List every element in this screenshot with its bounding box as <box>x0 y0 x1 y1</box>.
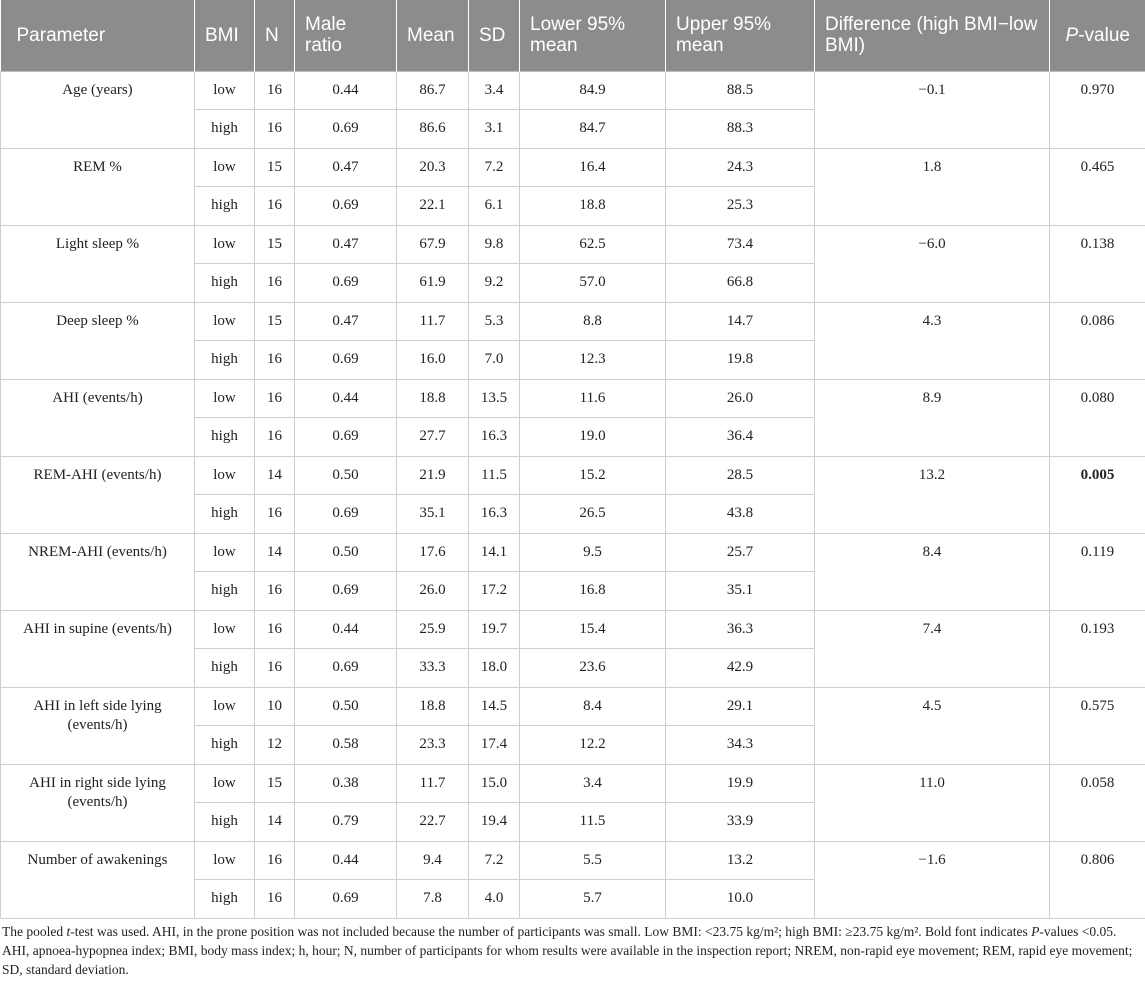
bmi-cell: high <box>195 495 255 534</box>
mean-cell: 18.8 <box>397 687 469 726</box>
bmi-cell: low <box>195 302 255 341</box>
lower-95-cell: 19.0 <box>520 418 666 457</box>
lower-95-cell: 57.0 <box>520 264 666 303</box>
table-row <box>1 764 1145 803</box>
parameter-cell: Deep sleep % <box>1 302 195 379</box>
mean-cell: 22.1 <box>397 187 469 226</box>
bmi-cell: high <box>195 803 255 842</box>
p-value-cell: 0.058 <box>1050 764 1145 841</box>
upper-95-cell: 13.2 <box>666 841 815 880</box>
sd-cell: 15.0 <box>469 764 520 803</box>
upper-95-cell: 19.9 <box>666 764 815 803</box>
n-cell: 16 <box>255 841 295 880</box>
upper-95-cell: 19.8 <box>666 341 815 380</box>
lower-95-cell: 11.5 <box>520 803 666 842</box>
male-ratio-cell: 0.69 <box>295 264 397 303</box>
male-ratio-cell: 0.44 <box>295 379 397 418</box>
mean-cell: 26.0 <box>397 572 469 611</box>
male-ratio-cell: 0.69 <box>295 649 397 688</box>
n-cell: 16 <box>255 264 295 303</box>
sd-cell: 5.3 <box>469 302 520 341</box>
upper-95-cell: 33.9 <box>666 803 815 842</box>
bmi-cell: high <box>195 880 255 919</box>
p-value-cell: 0.465 <box>1050 148 1145 225</box>
mean-cell: 27.7 <box>397 418 469 457</box>
bmi-cell: high <box>195 572 255 611</box>
mean-cell: 22.7 <box>397 803 469 842</box>
upper-95-cell: 10.0 <box>666 880 815 919</box>
header-male-ratio: Male ratio <box>295 0 397 71</box>
bmi-cell: low <box>195 687 255 726</box>
upper-95-cell: 88.3 <box>666 110 815 149</box>
mean-cell: 11.7 <box>397 302 469 341</box>
mean-cell: 7.8 <box>397 880 469 919</box>
p-value-cell: 0.970 <box>1050 71 1145 148</box>
upper-95-cell: 88.5 <box>666 71 815 110</box>
difference-cell: −0.1 <box>815 71 1050 148</box>
mean-cell: 20.3 <box>397 148 469 187</box>
footnote-text: The pooled <box>2 924 67 939</box>
upper-95-cell: 14.7 <box>666 302 815 341</box>
male-ratio-cell: 0.58 <box>295 726 397 765</box>
male-ratio-cell: 0.69 <box>295 572 397 611</box>
n-cell: 12 <box>255 726 295 765</box>
sd-cell: 9.2 <box>469 264 520 303</box>
n-cell: 16 <box>255 649 295 688</box>
difference-cell: −6.0 <box>815 225 1050 302</box>
male-ratio-cell: 0.47 <box>295 225 397 264</box>
bmi-cell: high <box>195 649 255 688</box>
mean-cell: 25.9 <box>397 610 469 649</box>
mean-cell: 16.0 <box>397 341 469 380</box>
p-value-cell: 0.575 <box>1050 687 1145 764</box>
header-row <box>1 0 1145 71</box>
parameter-cell: Light sleep % <box>1 225 195 302</box>
sd-cell: 9.8 <box>469 225 520 264</box>
lower-95-cell: 15.4 <box>520 610 666 649</box>
sd-cell: 18.0 <box>469 649 520 688</box>
header-lower-95-mean: Lower 95% mean <box>520 0 666 71</box>
lower-95-cell: 8.8 <box>520 302 666 341</box>
header-p-value <box>1050 0 1145 71</box>
male-ratio-cell: 0.44 <box>295 610 397 649</box>
upper-95-cell: 36.3 <box>666 610 815 649</box>
parameter-cell: AHI in left side lying (events/h) <box>1 687 195 764</box>
difference-cell: 7.4 <box>815 610 1050 687</box>
male-ratio-cell: 0.50 <box>295 687 397 726</box>
bmi-cell: low <box>195 148 255 187</box>
mean-cell: 17.6 <box>397 533 469 572</box>
male-ratio-cell: 0.79 <box>295 803 397 842</box>
header-difference: Difference (high BMI−low BMI) <box>815 0 1050 71</box>
bmi-cell: low <box>195 764 255 803</box>
sd-cell: 7.2 <box>469 841 520 880</box>
upper-95-cell: 43.8 <box>666 495 815 534</box>
lower-95-cell: 12.2 <box>520 726 666 765</box>
n-cell: 16 <box>255 495 295 534</box>
footnote-italic-t: t <box>66 924 71 939</box>
mean-cell: 11.7 <box>397 764 469 803</box>
bmi-cell: low <box>195 533 255 572</box>
sd-cell: 19.7 <box>469 610 520 649</box>
male-ratio-cell: 0.69 <box>295 341 397 380</box>
n-cell: 16 <box>255 187 295 226</box>
table-row <box>1 687 1145 726</box>
bmi-cell: high <box>195 726 255 765</box>
upper-95-cell: 34.3 <box>666 726 815 765</box>
table-row <box>1 302 1145 341</box>
n-cell: 16 <box>255 572 295 611</box>
mean-cell: 86.7 <box>397 71 469 110</box>
lower-95-cell: 26.5 <box>520 495 666 534</box>
lower-95-cell: 11.6 <box>520 379 666 418</box>
p-value-cell: 0.193 <box>1050 610 1145 687</box>
p-value-cell: 0.806 <box>1050 841 1145 918</box>
parameter-cell: AHI in right side lying (events/h) <box>1 764 195 841</box>
table-header <box>1 0 1145 71</box>
male-ratio-cell: 0.44 <box>295 71 397 110</box>
mean-cell: 61.9 <box>397 264 469 303</box>
parameter-cell: Age (years) <box>1 71 195 148</box>
lower-95-cell: 84.7 <box>520 110 666 149</box>
upper-95-cell: 42.9 <box>666 649 815 688</box>
difference-cell: 13.2 <box>815 456 1050 533</box>
sd-cell: 13.5 <box>469 379 520 418</box>
n-cell: 16 <box>255 418 295 457</box>
sd-cell: 3.1 <box>469 110 520 149</box>
table-row <box>1 148 1145 187</box>
n-cell: 15 <box>255 764 295 803</box>
lower-95-cell: 8.4 <box>520 687 666 726</box>
p-value-cell: 0.119 <box>1050 533 1145 610</box>
upper-95-cell: 25.3 <box>666 187 815 226</box>
mean-cell: 86.6 <box>397 110 469 149</box>
mean-cell: 33.3 <box>397 649 469 688</box>
sd-cell: 3.4 <box>469 71 520 110</box>
difference-cell: −1.6 <box>815 841 1050 918</box>
upper-95-cell: 35.1 <box>666 572 815 611</box>
header-sd: SD <box>469 0 520 71</box>
upper-95-cell: 29.1 <box>666 687 815 726</box>
header-parameter: Parameter <box>1 0 195 71</box>
bmi-cell: high <box>195 341 255 380</box>
lower-95-cell: 84.9 <box>520 71 666 110</box>
sd-cell: 7.2 <box>469 148 520 187</box>
lower-95-cell: 15.2 <box>520 456 666 495</box>
bmi-cell: high <box>195 418 255 457</box>
lower-95-cell: 3.4 <box>520 764 666 803</box>
male-ratio-cell: 0.38 <box>295 764 397 803</box>
p-value-cell: 0.005 <box>1050 456 1145 533</box>
footnote-method <box>2 922 1140 941</box>
difference-cell: 8.4 <box>815 533 1050 610</box>
table-footnotes <box>2 922 1140 979</box>
table-row <box>1 841 1145 880</box>
mean-cell: 67.9 <box>397 225 469 264</box>
parameter-cell: AHI (events/h) <box>1 379 195 456</box>
lower-95-cell: 5.5 <box>520 841 666 880</box>
male-ratio-cell: 0.47 <box>295 302 397 341</box>
footnote-italic-p: P <box>1031 924 1040 939</box>
bmi-cell: low <box>195 456 255 495</box>
sd-cell: 17.2 <box>469 572 520 611</box>
bmi-cell: high <box>195 264 255 303</box>
n-cell: 10 <box>255 687 295 726</box>
lower-95-cell: 16.8 <box>520 572 666 611</box>
n-cell: 16 <box>255 341 295 380</box>
mean-cell: 35.1 <box>397 495 469 534</box>
header-mean: Mean <box>397 0 469 71</box>
lower-95-cell: 12.3 <box>520 341 666 380</box>
p-value-cell: 0.138 <box>1050 225 1145 302</box>
difference-cell: 4.5 <box>815 687 1050 764</box>
mean-cell: 23.3 <box>397 726 469 765</box>
male-ratio-cell: 0.50 <box>295 456 397 495</box>
bmi-cell: high <box>195 187 255 226</box>
difference-cell: 8.9 <box>815 379 1050 456</box>
upper-95-cell: 66.8 <box>666 264 815 303</box>
p-value-cell: 0.086 <box>1050 302 1145 379</box>
lower-95-cell: 62.5 <box>520 225 666 264</box>
male-ratio-cell: 0.50 <box>295 533 397 572</box>
parameter-cell: REM-AHI (events/h) <box>1 456 195 533</box>
bmi-cell: low <box>195 379 255 418</box>
header-p-rest: -value <box>1078 24 1130 46</box>
n-cell: 16 <box>255 880 295 919</box>
mean-cell: 21.9 <box>397 456 469 495</box>
footnote-text: -test was used. AHI, in the prone position was not included because the number of participants was small. Low BMI: <23.75 kg/m²; high BMI: ≥23.75 kg/m². Bold font indicates <box>70 924 1032 939</box>
upper-95-cell: 24.3 <box>666 148 815 187</box>
male-ratio-cell: 0.47 <box>295 148 397 187</box>
difference-cell: 4.3 <box>815 302 1050 379</box>
lower-95-cell: 9.5 <box>520 533 666 572</box>
table-row <box>1 379 1145 418</box>
table-row <box>1 225 1145 264</box>
footnote-text: -values <0.05. <box>1039 924 1117 939</box>
header-p-italic: P <box>1065 24 1079 46</box>
parameter-cell: Number of awakenings <box>1 841 195 918</box>
sd-cell: 14.5 <box>469 687 520 726</box>
male-ratio-cell: 0.69 <box>295 418 397 457</box>
male-ratio-cell: 0.44 <box>295 841 397 880</box>
male-ratio-cell: 0.69 <box>295 110 397 149</box>
table-row <box>1 71 1145 110</box>
n-cell: 16 <box>255 610 295 649</box>
parameter-cell: NREM-AHI (events/h) <box>1 533 195 610</box>
parameter-cell: REM % <box>1 148 195 225</box>
n-cell: 15 <box>255 148 295 187</box>
p-value-cell: 0.080 <box>1050 379 1145 456</box>
bmi-cell: low <box>195 841 255 880</box>
header-upper-95-mean: Upper 95% mean <box>666 0 815 71</box>
table-row <box>1 456 1145 495</box>
sd-cell: 11.5 <box>469 456 520 495</box>
upper-95-cell: 26.0 <box>666 379 815 418</box>
n-cell: 16 <box>255 379 295 418</box>
n-cell: 16 <box>255 71 295 110</box>
lower-95-cell: 5.7 <box>520 880 666 919</box>
parameter-cell: AHI in supine (events/h) <box>1 610 195 687</box>
n-cell: 15 <box>255 302 295 341</box>
lower-95-cell: 18.8 <box>520 187 666 226</box>
table-row <box>1 610 1145 649</box>
n-cell: 15 <box>255 225 295 264</box>
bmi-cell: high <box>195 110 255 149</box>
upper-95-cell: 73.4 <box>666 225 815 264</box>
male-ratio-cell: 0.69 <box>295 880 397 919</box>
bmi-cell: low <box>195 71 255 110</box>
upper-95-cell: 25.7 <box>666 533 815 572</box>
male-ratio-cell: 0.69 <box>295 495 397 534</box>
n-cell: 16 <box>255 110 295 149</box>
header-bmi: BMI <box>195 0 255 71</box>
sd-cell: 14.1 <box>469 533 520 572</box>
male-ratio-cell: 0.69 <box>295 187 397 226</box>
n-cell: 14 <box>255 456 295 495</box>
sd-cell: 16.3 <box>469 418 520 457</box>
sd-cell: 17.4 <box>469 726 520 765</box>
lower-95-cell: 16.4 <box>520 148 666 187</box>
lower-95-cell: 23.6 <box>520 649 666 688</box>
sd-cell: 16.3 <box>469 495 520 534</box>
table-body <box>1 71 1145 918</box>
table-row <box>1 533 1145 572</box>
sd-cell: 6.1 <box>469 187 520 226</box>
sd-cell: 4.0 <box>469 880 520 919</box>
sd-cell: 7.0 <box>469 341 520 380</box>
n-cell: 14 <box>255 803 295 842</box>
sd-cell: 19.4 <box>469 803 520 842</box>
footnote-abbreviations: AHI, apnoea-hypopnea index; BMI, body mass index; h, hour; N, number of participants for whom results were available in the inspection report; NREM, non-rapid eye movement; REM, rapid eye movement; SD, standard deviation. <box>2 943 1133 977</box>
mean-cell: 9.4 <box>397 841 469 880</box>
difference-cell: 11.0 <box>815 764 1050 841</box>
upper-95-cell: 28.5 <box>666 456 815 495</box>
mean-cell: 18.8 <box>397 379 469 418</box>
upper-95-cell: 36.4 <box>666 418 815 457</box>
bmi-cell: low <box>195 610 255 649</box>
bmi-cell: low <box>195 225 255 264</box>
header-n: N <box>255 0 295 71</box>
n-cell: 14 <box>255 533 295 572</box>
difference-cell: 1.8 <box>815 148 1050 225</box>
